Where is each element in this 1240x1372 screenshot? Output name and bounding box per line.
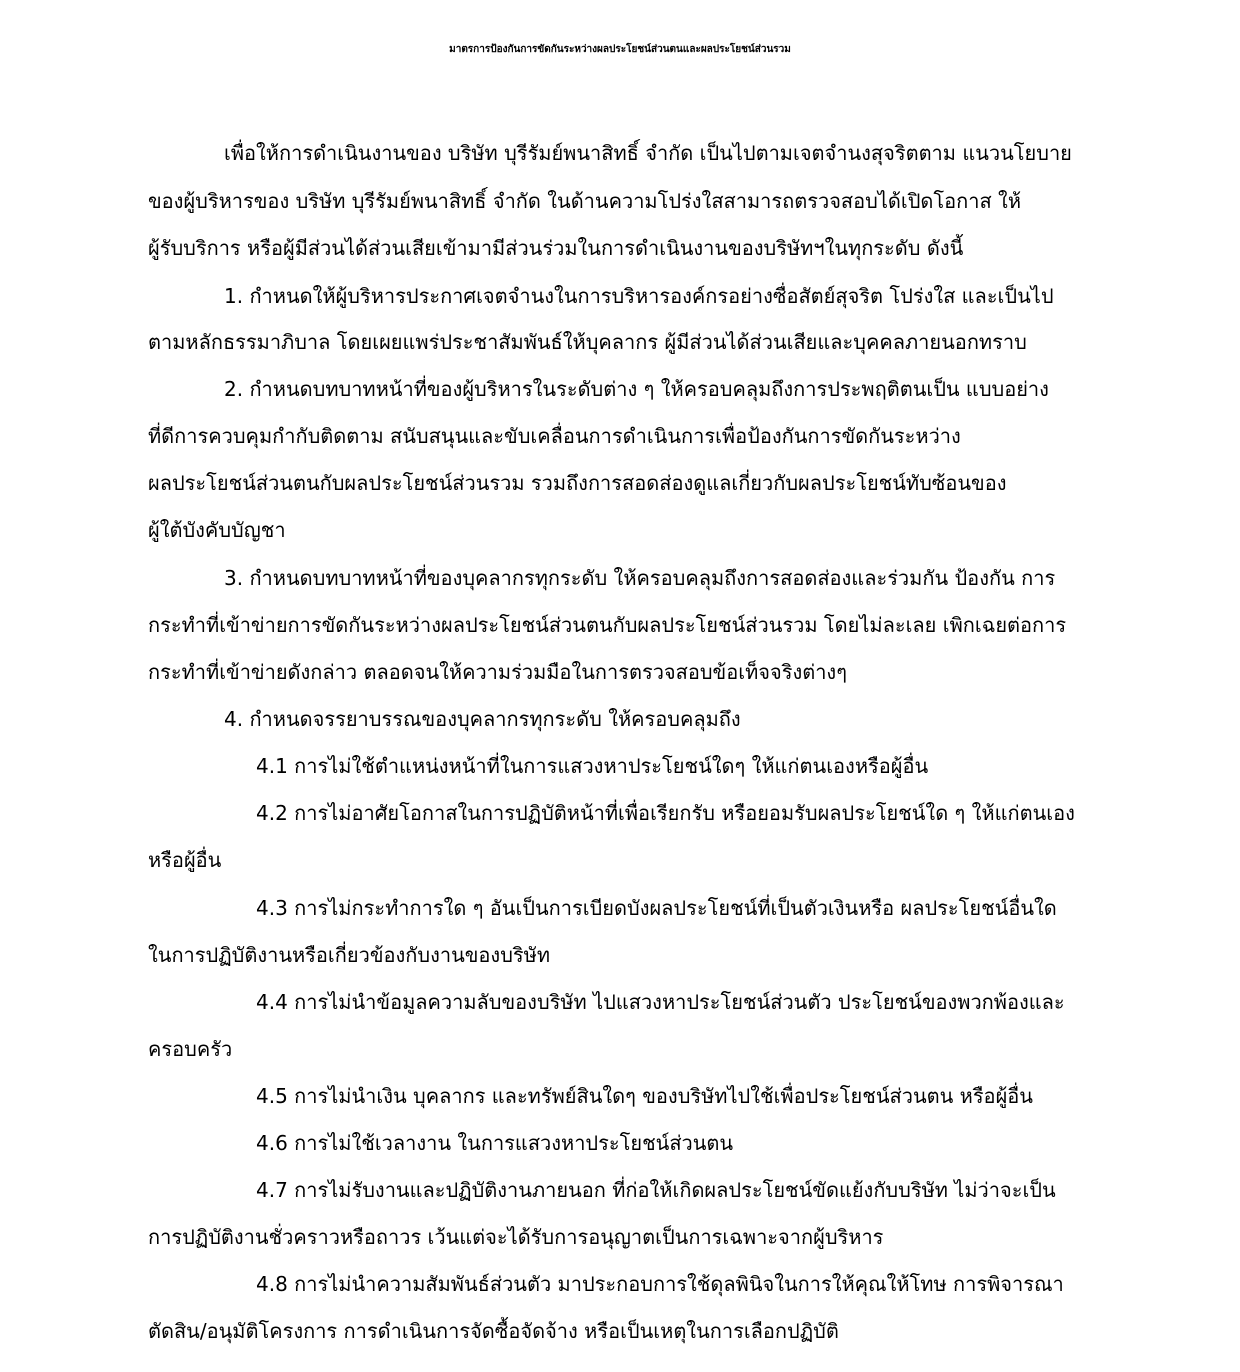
clause-3-line: กระทำที่เข้าข่ายการขัดกันระหว่างผลประโยชน์ส่วนตนกับผลประโยชน์ส่วนรวม โดยไม่ละเลย เพิกเฉยต่อการ: [148, 613, 1067, 637]
clause-4-8-line: ตัดสิน/อนุมัติโครงการ การดำเนินการจัดซื้อจัดจ้าง หรือเป็นเหตุในการเลือกปฏิบัติ: [148, 1319, 839, 1343]
clause-1-line: ตามหลักธรรมาภิบาล โดยเผยแพร่ประชาสัมพันธ์ให้บุคลากร ผู้มีส่วนได้ส่วนเสียและบุคคลภายนอกทราบ: [148, 330, 1027, 354]
clause-4-8-line: 4.8 การไม่นำความสัมพันธ์ส่วนตัว มาประกอบการใช้ดุลพินิจในการให้คุณให้โทษ การพิจารณา: [256, 1272, 1064, 1296]
body-line: เพื่อให้การดำเนินงานของ บริษัท บุรีรัมย์พนาสิทธิ์ จำกัด เป็นไปตามเจตจำนงสุจริตตาม แนวนโยบาย: [224, 141, 1072, 165]
document-title: มาตรการป้องกันการขัดกันระหว่างผลประโยชน์ส่วนตนและผลประโยชน์ส่วนรวม: [449, 44, 791, 55]
clause-4-7-line: การปฏิบัติงานชั่วคราวหรือถาวร เว้นแต่จะได้รับการอนุญาตเป็นการเฉพาะจากผู้บริหาร: [148, 1225, 884, 1249]
clause-4-4-line: 4.4 การไม่นำข้อมูลความลับของบริษัท ไปแสวงหาประโยชน์ส่วนตัว ประโยชน์ของพวกพ้องและ: [256, 990, 1065, 1014]
clause-4-6-line: 4.6 การไม่ใช้เวลางาน ในการแสวงหาประโยชน์ส่วนตน: [256, 1131, 734, 1155]
clause-2-line: ผลประโยชน์ส่วนตนกับผลประโยชน์ส่วนรวม รวมถึงการสอดส่องดูแลเกี่ยวกับผลประโยชน์ทับซ้อนของ: [148, 471, 1007, 495]
clause-2-line: ที่ดีการควบคุมกำกับติดตาม สนับสนุนและขับเคลื่อนการดำเนินการเพื่อป้องกันการขัดกันระหว่าง: [148, 424, 961, 448]
clause-2-line: ผู้ใต้บังคับบัญชา: [148, 518, 286, 542]
clause-4-2-line: 4.2 การไม่อาศัยโอกาสในการปฏิบัติหน้าที่เพื่อเรียกรับ หรือยอมรับผลประโยชน์ใด ๆ ให้แก่ตนเอง: [256, 801, 1075, 825]
clause-4-line: 4. กำหนดจรรยาบรรณของบุคลากรทุกระดับ ให้ครอบคลุมถึง: [224, 707, 741, 731]
clause-4-2-line: หรือผู้อื่น: [148, 848, 222, 872]
clause-4-3-line: 4.3 การไม่กระทำการใด ๆ อันเป็นการเบียดบังผลประโยชน์ที่เป็นตัวเงินหรือ ผลประโยชน์อื่นใด: [256, 896, 1057, 920]
clause-4-1-line: 4.1 การไม่ใช้ตำแหน่งหน้าที่ในการแสวงหาประโยชน์ใดๆ ให้แก่ตนเองหรือผู้อื่น: [256, 754, 929, 778]
clause-4-5-line: 4.5 การไม่นำเงิน บุคลากร และทรัพย์สินใดๆ ของบริษัทไปใช้เพื่อประโยชน์ส่วนตน หรือผู้อื่น: [256, 1084, 1033, 1108]
clause-4-4-line: ครอบครัว: [148, 1037, 233, 1061]
clause-3-line: 3. กำหนดบทบาทหน้าที่ของบุคลากรทุกระดับ ให้ครอบคลุมถึงการสอดส่องและร่วมกัน ป้องกัน การ: [224, 566, 1056, 590]
clause-4-3-line: ในการปฏิบัติงานหรือเกี่ยวข้องกับงานของบริษัท: [148, 943, 551, 967]
clause-3-line: กระทำที่เข้าข่ายดังกล่าว ตลอดจนให้ความร่วมมือในการตรวจสอบข้อเท็จจริงต่างๆ: [148, 660, 847, 684]
clause-1-line: 1. กำหนดให้ผู้บริหารประกาศเจตจำนงในการบริหารองค์กรอย่างซื่อสัตย์สุจริต โปร่งใส และเป็นไป: [224, 284, 1054, 308]
body-line: ของผู้บริหารของ บริษัท บุรีรัมย์พนาสิทธิ์ จำกัด ในด้านความโปร่งใสสามารถตรวจสอบได้เปิดโอกาส ให้: [148, 189, 1021, 213]
clause-2-line: 2. กำหนดบทบาทหน้าที่ของผู้บริหารในระดับต่าง ๆ ให้ครอบคลุมถึงการประพฤติตนเป็น แบบอย่าง: [224, 377, 1049, 401]
clause-4-7-line: 4.7 การไม่รับงานและปฏิบัติงานภายนอก ที่ก่อให้เกิดผลประโยชน์ขัดแย้งกับบริษัท ไม่ว่าจะเป็น: [256, 1178, 1056, 1202]
body-line: ผู้รับบริการ หรือผู้มีส่วนได้ส่วนเสียเข้ามามีส่วนร่วมในการดำเนินงานของบริษัทฯในทุกระดับ ดังนี้: [148, 236, 964, 260]
